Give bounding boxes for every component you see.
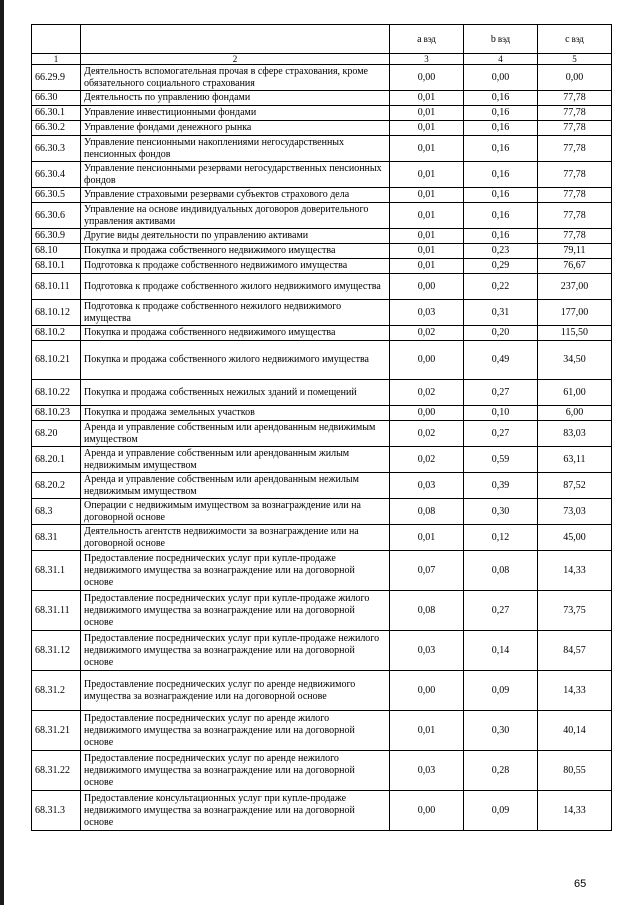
table-row — [32, 341, 612, 380]
row-code: 68.10.22 — [32, 380, 81, 406]
row-code: 68.31.2 — [32, 671, 81, 711]
row-name: Деятельность вспомогательная прочая в сфере страхования, кроме обязательного социального страхования — [81, 65, 390, 91]
table-row — [32, 447, 612, 473]
row-value-c: 84,57 — [538, 631, 612, 671]
row-code: 68.10.11 — [32, 274, 81, 300]
row-value-c: 63,11 — [538, 447, 612, 473]
table-row — [32, 91, 612, 106]
table-row — [32, 106, 612, 121]
row-code: 68.31.21 — [32, 711, 81, 751]
header-a: a вэд — [390, 25, 464, 54]
table-row — [32, 229, 612, 244]
row-value-c: 73,75 — [538, 591, 612, 631]
col-number: 5 — [538, 54, 612, 65]
row-name: Предоставление посреднических услуг при купле-продаже нежилого недвижимого имущества за вознаграждение или на договорной основе — [81, 631, 390, 671]
row-name: Покупка и продажа собственного недвижимого имущества — [81, 326, 390, 341]
row-value-a: 0,01 — [390, 244, 464, 259]
row-code: 66.30.4 — [32, 162, 81, 188]
row-value-a: 0,01 — [390, 229, 464, 244]
row-value-a: 0,01 — [390, 136, 464, 162]
table-row — [32, 751, 612, 791]
row-value-b: 0,30 — [464, 711, 538, 751]
row-value-a: 0,01 — [390, 162, 464, 188]
row-value-b: 0,12 — [464, 525, 538, 551]
page-edge — [0, 0, 4, 905]
table-row — [32, 259, 612, 274]
row-value-c: 77,78 — [538, 229, 612, 244]
row-value-a: 0,03 — [390, 473, 464, 499]
col-number: 3 — [390, 54, 464, 65]
row-name: Аренда и управление собственным или арендованным нежилым недвижимым имуществом — [81, 473, 390, 499]
row-name: Подготовка к продаже собственного жилого недвижимого имущества — [81, 274, 390, 300]
row-value-c: 87,52 — [538, 473, 612, 499]
row-value-c: 61,00 — [538, 380, 612, 406]
row-name: Предоставление посреднических услуг по аренде недвижимого имущества за вознаграждение или на договорной основе — [81, 671, 390, 711]
table-row — [32, 631, 612, 671]
table-row — [32, 244, 612, 259]
row-value-b: 0,16 — [464, 136, 538, 162]
row-value-b: 0,28 — [464, 751, 538, 791]
row-code: 68.31.3 — [32, 791, 81, 831]
row-code: 68.31.12 — [32, 631, 81, 671]
header-b: b вэд — [464, 25, 538, 54]
row-value-b: 0,16 — [464, 188, 538, 203]
row-code: 68.3 — [32, 499, 81, 525]
row-value-a: 0,00 — [390, 791, 464, 831]
row-value-b: 0,00 — [464, 65, 538, 91]
row-value-c: 14,33 — [538, 671, 612, 711]
table-row — [32, 791, 612, 831]
table-row — [32, 136, 612, 162]
row-value-c: 77,78 — [538, 91, 612, 106]
row-name: Операции с недвижимым имуществом за вознаграждение или на договорной основе — [81, 499, 390, 525]
row-code: 66.30.6 — [32, 203, 81, 229]
row-name: Управление пенсионными резервами негосударственных пенсионных фондов — [81, 162, 390, 188]
table-row — [32, 188, 612, 203]
row-value-c: 115,50 — [538, 326, 612, 341]
row-name: Другие виды деятельности по управлению активами — [81, 229, 390, 244]
row-value-b: 0,31 — [464, 300, 538, 326]
table-row — [32, 203, 612, 229]
table-row — [32, 121, 612, 136]
row-code: 66.30.2 — [32, 121, 81, 136]
row-value-b: 0,14 — [464, 631, 538, 671]
row-value-b: 0,08 — [464, 551, 538, 591]
table-row — [32, 421, 612, 447]
row-value-a: 0,00 — [390, 671, 464, 711]
table-row — [32, 591, 612, 631]
col-number: 1 — [32, 54, 81, 65]
row-value-c: 237,00 — [538, 274, 612, 300]
row-value-a: 0,00 — [390, 341, 464, 380]
row-name: Аренда и управление собственным или арендованным жилым недвижимым имуществом — [81, 447, 390, 473]
row-name: Покупка и продажа собственного жилого недвижимого имущества — [81, 341, 390, 380]
row-value-c: 83,03 — [538, 421, 612, 447]
row-name: Управление фондами денежного рынка — [81, 121, 390, 136]
table-row — [32, 380, 612, 406]
header-c: c вэд — [538, 25, 612, 54]
row-value-c: 6,00 — [538, 406, 612, 421]
row-value-b: 0,49 — [464, 341, 538, 380]
row-value-b: 0,09 — [464, 671, 538, 711]
row-value-b: 0,30 — [464, 499, 538, 525]
row-value-c: 76,67 — [538, 259, 612, 274]
col-number: 2 — [81, 54, 390, 65]
row-code: 66.30.5 — [32, 188, 81, 203]
header-code — [32, 25, 81, 54]
row-value-a: 0,08 — [390, 499, 464, 525]
row-value-b: 0,16 — [464, 229, 538, 244]
row-value-a: 0,02 — [390, 447, 464, 473]
row-code: 66.30 — [32, 91, 81, 106]
row-value-b: 0,16 — [464, 121, 538, 136]
table-row — [32, 162, 612, 188]
row-code: 68.20.1 — [32, 447, 81, 473]
row-name: Покупка и продажа земельных участков — [81, 406, 390, 421]
row-code: 68.10.2 — [32, 326, 81, 341]
row-value-a: 0,03 — [390, 300, 464, 326]
row-code: 68.31.11 — [32, 591, 81, 631]
table-row — [32, 300, 612, 326]
row-value-a: 0,00 — [390, 65, 464, 91]
row-name: Аренда и управление собственным или арендованным недвижимым имуществом — [81, 421, 390, 447]
row-value-c: 77,78 — [538, 162, 612, 188]
row-value-b: 0,16 — [464, 203, 538, 229]
row-value-c: 14,33 — [538, 551, 612, 591]
row-value-b: 0,27 — [464, 591, 538, 631]
row-code: 68.31.22 — [32, 751, 81, 791]
row-value-c: 45,00 — [538, 525, 612, 551]
row-value-c: 77,78 — [538, 106, 612, 121]
row-value-a: 0,03 — [390, 751, 464, 791]
row-code: 68.31 — [32, 525, 81, 551]
row-name: Управление инвестиционными фондами — [81, 106, 390, 121]
row-value-a: 0,01 — [390, 203, 464, 229]
row-code: 66.30.1 — [32, 106, 81, 121]
row-value-a: 0,01 — [390, 106, 464, 121]
row-value-c: 77,78 — [538, 121, 612, 136]
row-value-c: 34,50 — [538, 341, 612, 380]
row-name: Деятельность по управлению фондами — [81, 91, 390, 106]
coefficients-table — [31, 24, 612, 831]
row-name: Подготовка к продаже собственного недвижимого имущества — [81, 259, 390, 274]
row-name: Предоставление посреднических услуг по аренде нежилого недвижимого имущества за вознаграждение или на договорной основе — [81, 751, 390, 791]
table-row — [32, 406, 612, 421]
row-code: 68.10.12 — [32, 300, 81, 326]
row-code: 68.20.2 — [32, 473, 81, 499]
row-value-a: 0,01 — [390, 188, 464, 203]
row-name: Предоставление консультационных услуг при купле-продаже недвижимого имущества за вознаграждение или на договорной основе — [81, 791, 390, 831]
header-name — [81, 25, 390, 54]
row-name: Управление страховыми резервами субъектов страхового дела — [81, 188, 390, 203]
table-row — [32, 499, 612, 525]
row-value-c: 80,55 — [538, 751, 612, 791]
row-value-c: 0,00 — [538, 65, 612, 91]
table-row — [32, 525, 612, 551]
row-code: 66.30.3 — [32, 136, 81, 162]
row-name: Предоставление посреднических услуг при купле-продаже жилого недвижимого имущества за вознаграждение или на договорной основе — [81, 591, 390, 631]
row-value-c: 177,00 — [538, 300, 612, 326]
row-value-b: 0,59 — [464, 447, 538, 473]
table-row — [32, 65, 612, 91]
row-value-b: 0,16 — [464, 91, 538, 106]
header-row — [32, 25, 612, 54]
table-row — [32, 473, 612, 499]
row-name: Деятельность агентств недвижимости за вознаграждение или на договорной основе — [81, 525, 390, 551]
row-name: Предоставление посреднических услуг при купле-продаже недвижимого имущества за вознаграждение или на договорной основе — [81, 551, 390, 591]
table-row — [32, 274, 612, 300]
row-value-c: 73,03 — [538, 499, 612, 525]
row-value-a: 0,01 — [390, 525, 464, 551]
row-code: 68.31.1 — [32, 551, 81, 591]
row-value-b: 0,22 — [464, 274, 538, 300]
row-value-b: 0,16 — [464, 106, 538, 121]
row-name: Покупка и продажа собственного недвижимого имущества — [81, 244, 390, 259]
row-name: Подготовка к продаже собственного нежилого недвижимого имущества — [81, 300, 390, 326]
row-name: Управление пенсионными накоплениями негосударственных пенсионных фондов — [81, 136, 390, 162]
row-value-b: 0,27 — [464, 421, 538, 447]
row-value-c: 79,11 — [538, 244, 612, 259]
row-value-c: 77,78 — [538, 136, 612, 162]
row-value-a: 0,01 — [390, 121, 464, 136]
row-code: 66.30.9 — [32, 229, 81, 244]
column-number-row — [32, 54, 612, 65]
table-row — [32, 671, 612, 711]
row-value-a: 0,03 — [390, 631, 464, 671]
row-value-a: 0,01 — [390, 259, 464, 274]
row-code: 68.10.23 — [32, 406, 81, 421]
row-value-b: 0,29 — [464, 259, 538, 274]
table-row — [32, 711, 612, 751]
row-code: 66.29.9 — [32, 65, 81, 91]
row-code: 68.10.21 — [32, 341, 81, 380]
table-row — [32, 326, 612, 341]
row-value-a: 0,01 — [390, 711, 464, 751]
row-value-a: 0,00 — [390, 406, 464, 421]
page-number: 65 — [574, 878, 587, 890]
row-value-a: 0,07 — [390, 551, 464, 591]
row-value-a: 0,02 — [390, 380, 464, 406]
row-code: 68.10.1 — [32, 259, 81, 274]
row-code: 68.10 — [32, 244, 81, 259]
row-name: Управление на основе индивидуальных договоров доверительного управления активами — [81, 203, 390, 229]
row-value-a: 0,08 — [390, 591, 464, 631]
row-value-b: 0,39 — [464, 473, 538, 499]
row-value-b: 0,20 — [464, 326, 538, 341]
table-row — [32, 551, 612, 591]
row-name: Предоставление посреднических услуг по аренде жилого недвижимого имущества за вознаграждение или на договорной основе — [81, 711, 390, 751]
row-name: Покупка и продажа собственных нежилых зданий и помещений — [81, 380, 390, 406]
row-value-b: 0,16 — [464, 162, 538, 188]
row-value-c: 40,14 — [538, 711, 612, 751]
row-value-b: 0,27 — [464, 380, 538, 406]
row-code: 68.20 — [32, 421, 81, 447]
row-value-a: 0,01 — [390, 91, 464, 106]
row-value-c: 14,33 — [538, 791, 612, 831]
row-value-b: 0,09 — [464, 791, 538, 831]
col-number: 4 — [464, 54, 538, 65]
row-value-c: 77,78 — [538, 188, 612, 203]
row-value-a: 0,00 — [390, 274, 464, 300]
row-value-b: 0,23 — [464, 244, 538, 259]
row-value-a: 0,02 — [390, 326, 464, 341]
row-value-c: 77,78 — [538, 203, 612, 229]
row-value-b: 0,10 — [464, 406, 538, 421]
row-value-a: 0,02 — [390, 421, 464, 447]
